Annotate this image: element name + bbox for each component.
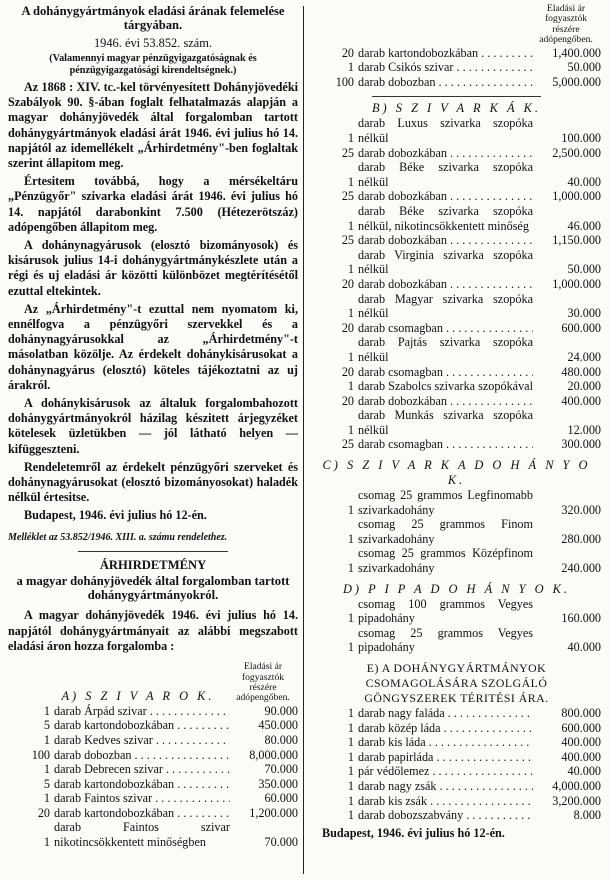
row-quantity: 1 <box>43 762 50 777</box>
row-price: 50.000 <box>567 60 601 75</box>
left-column <box>8 4 298 850</box>
row-price: 24.000 <box>567 349 601 364</box>
row-description: darab kartondobozkában . . . <box>54 806 230 821</box>
row-quantity: 1 <box>347 720 354 735</box>
row-price: 100.000 <box>561 131 601 145</box>
row-quantity: 20 <box>341 45 354 60</box>
row-price: 350.000 <box>258 776 298 791</box>
row-quantity: 1 <box>347 531 354 546</box>
row-quantity: 5 <box>43 718 50 733</box>
decree-addressee: (Valamennyi magyar pénzügyigazgatóságnak és pénzügyigazgatósági kirendeltségnek.) <box>49 53 257 76</box>
row-description: csomag 100 grammos Vegyes pipadohány <box>358 596 533 626</box>
row-quantity: 1 <box>347 349 354 364</box>
section-d-title: D) P I P A D O H Á N Y O K. <box>342 581 571 596</box>
row-quantity: 1 <box>347 422 354 437</box>
row-price: 4,000.000 <box>552 778 601 793</box>
price-row <box>312 721 601 736</box>
notice-text: A magyar dohányjövedék 1946. évi julius hó 14. napjától dohánygyártmányait az alábbi megszabott eladási áron hozza forgalomba : <box>8 608 298 653</box>
paragraph-2: Értesitem továbbá, hogy a mérsékeltáru „Pénzügyőr" szivarka eladási árát 1946. évi julius hó 14. napjától darabonkint 7.500 (Hétezerötszáz) adópengőben állapitom meg. <box>8 174 298 234</box>
row-price: 60.000 <box>264 791 298 806</box>
row-price: 5,000.000 <box>552 74 601 89</box>
row-price: 70.000 <box>264 835 298 850</box>
section-a-table <box>8 704 298 850</box>
price-row <box>312 160 601 189</box>
row-quantity: 1 <box>43 791 50 806</box>
row-price: 2,500.000 <box>552 145 601 160</box>
price-row <box>8 791 298 806</box>
paragraph-4: Az „Árhirdetmény"-t ezuttal nem nyomatom ki, ennélfogva a pénzügyőri szervekkel és a dohánynagyárusokkal az „Árhirdetmény"-t másolatban közölje. Az érdekelt dohánykisárusokat a dohánynagyárus (elosztó) köteles tájékoztatni az uj árakról. <box>8 301 298 392</box>
row-price: 160.000 <box>561 611 601 626</box>
right-column <box>312 4 601 841</box>
row-quantity: 1 <box>43 703 50 718</box>
price-row <box>312 794 601 809</box>
section-b-table <box>312 116 601 452</box>
price-row <box>312 365 601 380</box>
price-row <box>8 748 298 763</box>
row-description: darab dobozszabvány . . . <box>358 808 533 823</box>
row-quantity: 1 <box>347 60 354 75</box>
decree-number: 1946. évi 53.852. szám. <box>93 36 213 50</box>
row-price: 46.000 <box>567 218 601 233</box>
top-table <box>312 46 601 90</box>
price-row <box>312 764 601 779</box>
row-price: 90.000 <box>264 703 298 718</box>
row-quantity: 25 <box>341 437 354 452</box>
price-row <box>312 626 601 655</box>
row-quantity: 1 <box>347 764 354 779</box>
row-description: darab Munkás szivarka szopóka nélkül <box>358 408 533 437</box>
row-price: 1,000.000 <box>552 189 601 204</box>
row-price: 400.000 <box>561 735 601 750</box>
row-description: darab kartondobozkában . . . <box>358 46 533 61</box>
price-row <box>312 233 601 248</box>
price-row <box>8 733 298 748</box>
price-row <box>8 762 298 777</box>
annex-divider <box>78 551 228 552</box>
notice-title: ÁRHIRDETMÉNY <box>99 558 207 573</box>
section-e-table <box>312 706 601 823</box>
price-row <box>312 116 601 145</box>
price-row <box>312 204 601 233</box>
row-description: darab dobozkában . . . <box>358 146 533 161</box>
row-price: 12.000 <box>567 422 601 437</box>
price-row <box>312 706 601 721</box>
row-quantity: 100 <box>31 747 50 762</box>
decree-date: Budapest, 1946. évi julius hó 12-én. <box>24 508 207 523</box>
row-description: csomag 25 grammos Vegyes pipadohány <box>358 625 533 655</box>
row-price: 400.000 <box>561 393 601 408</box>
row-quantity: 1 <box>347 131 354 145</box>
price-row <box>8 806 298 821</box>
row-quantity: 100 <box>335 74 354 89</box>
price-row <box>312 335 601 364</box>
row-description: darab Béke szivarka szopóka nélkül <box>358 160 533 189</box>
row-quantity: 1 <box>347 174 354 189</box>
row-description: darab kis zsák . . . <box>358 794 533 809</box>
row-description: darab dobozkában . . . <box>358 233 533 248</box>
decree-title: A dohánygyártmányok eladási árának felemelése tárgyában. <box>21 4 285 32</box>
row-description: csomag 25 grammos Finom szivarkadohány <box>358 517 533 546</box>
row-quantity: 1 <box>347 218 354 233</box>
column-divider <box>303 6 304 874</box>
row-price: 40.000 <box>567 174 601 189</box>
row-quantity: 1 <box>347 262 354 277</box>
price-row <box>312 379 601 394</box>
row-price: 300.000 <box>561 437 601 452</box>
row-price: 3,200.000 <box>552 793 601 808</box>
row-description: darab Béke szivarka szopóka nélkül, nikotincsökkentett minőség <box>358 203 533 233</box>
row-price: 30.000 <box>567 306 601 321</box>
row-price: 450.000 <box>258 718 298 733</box>
paragraph-3: A dohánynagyárusok (elosztó bizományosok) és kisárusok julius 14-i dohánygyártmánykészlete után a régi és uj eladási ár közötti különbözet megtérítésétől ezuttal eltekintek. <box>8 238 298 298</box>
row-description: darab kis láda . . . <box>358 735 533 750</box>
row-quantity: 1 <box>347 749 354 764</box>
row-price: 70.000 <box>264 762 298 777</box>
row-price: 600.000 <box>561 720 601 735</box>
row-price: 280.000 <box>561 531 601 546</box>
price-row <box>312 277 601 292</box>
row-quantity: 1 <box>347 793 354 808</box>
price-row <box>312 321 601 336</box>
row-quantity: 1 <box>347 379 354 394</box>
row-quantity: 1 <box>347 706 354 720</box>
row-quantity: 1 <box>347 502 354 517</box>
row-quantity: 25 <box>341 189 354 204</box>
row-quantity: 1 <box>347 640 354 655</box>
row-price: 240.000 <box>561 561 601 576</box>
section-b-title: B) S Z I V A R K Á K. <box>371 101 541 116</box>
price-row <box>312 546 601 575</box>
row-quantity: 25 <box>341 145 354 160</box>
row-quantity: 1 <box>347 561 354 576</box>
row-description: csomag 25 grammos Legfinomabb szivarkadohány <box>358 488 533 517</box>
row-description: darab Kedves szivar . . . <box>54 733 230 748</box>
row-description: pár védőlemez . . . <box>358 764 533 779</box>
row-description: darab Csikós szivar . . . <box>358 60 533 75</box>
row-price: 8.000 <box>573 808 601 823</box>
section-a-header <box>8 662 298 704</box>
row-description: darab dobozkában . . . <box>358 277 533 292</box>
row-description: darab Debrecen szivar . . . <box>54 762 230 777</box>
price-row <box>312 517 601 546</box>
row-price: 600.000 <box>561 320 601 335</box>
row-quantity: 1 <box>347 735 354 750</box>
row-price: 80.000 <box>264 732 298 747</box>
price-column-header: Eladási ár fogyasztók részére adópengőben. <box>236 661 290 704</box>
row-description: darab dobozban . . . <box>358 75 533 90</box>
row-quantity: 20 <box>341 276 354 291</box>
section-c-table <box>312 488 601 576</box>
price-row <box>312 488 601 517</box>
row-quantity: 1 <box>347 778 354 793</box>
row-price: 800.000 <box>561 706 601 720</box>
row-quantity: 20 <box>341 320 354 335</box>
row-description: darab nagy zsák . . . <box>358 779 533 794</box>
row-quantity: 20 <box>341 364 354 379</box>
row-description: darab papirláda . . . <box>358 750 533 765</box>
row-description: darab Virginia szivarka szopóka nélkül <box>358 247 533 277</box>
price-row <box>8 777 298 792</box>
price-row <box>8 704 298 719</box>
price-column-header-right: Eladási ár fogyasztók részére adópengőben. <box>539 3 593 46</box>
row-description: darab kartondobozkában . . . <box>54 718 230 733</box>
row-description: darab Magyar szivarka szopóka nélkül <box>358 291 533 321</box>
row-quantity: 20 <box>341 393 354 408</box>
row-quantity: 1 <box>347 611 354 626</box>
row-description: darab Pajtás szivarka szopóka nélkül <box>358 335 533 364</box>
row-description: darab kartondobozkában . . . <box>54 777 230 792</box>
row-price: 40.000 <box>567 640 601 655</box>
row-description: darab Faintos szivar nikotincsökkentett minőségben <box>54 820 230 850</box>
row-description: darab csomagban . . . <box>358 365 533 380</box>
price-row <box>312 46 601 61</box>
row-price: 1,000.000 <box>552 276 601 291</box>
section-d-table <box>312 597 601 655</box>
section-a-title: A) S Z I V A R O K. <box>61 688 215 703</box>
row-quantity: 1 <box>347 808 354 823</box>
price-row <box>312 60 601 75</box>
price-row <box>312 394 601 409</box>
row-quantity: 20 <box>37 805 50 820</box>
row-price: 1,400.000 <box>552 45 601 60</box>
paragraph-1: Az 1868 : XIV. tc.-kel törvényesített Dohányjövedéki Szabályok 90. §-ában foglalt felhatalmazás alapján a magyar dohányjövedék által forgalomban tartott dohánygyártmányok eladási árát 1946. évi julius hó 14. napjától az idemellékelt „Árhirdetmény"-ben foglaltak szerint állapitom meg. <box>8 80 298 171</box>
row-quantity: 25 <box>341 233 354 248</box>
row-description: darab közép láda . . . <box>358 721 533 736</box>
row-price: 8,000.000 <box>249 747 298 762</box>
row-description: darab nagy faláda . . . <box>358 706 533 721</box>
section-c-title: C) S Z I V A R K A D O H Á N Y O K. <box>322 458 591 488</box>
row-description: darab dobozkában . . . <box>358 394 533 409</box>
row-description: darab csomagban . . . <box>358 321 533 336</box>
row-quantity: 1 <box>347 306 354 321</box>
price-row <box>312 248 601 277</box>
price-row <box>312 597 601 626</box>
row-quantity: 1 <box>43 835 50 850</box>
price-row <box>8 820 298 849</box>
paragraph-6: Rendeletemről az érdekelt pénzügyőri szerveket és dohánynagyárusokat (elosztó bizományosokat) haladék nélkül értesitse. <box>8 459 298 505</box>
row-price: 1,150.000 <box>552 233 601 248</box>
section-e-title: E) A DOHÁNYGYÁRTMÁNYOK CSOMAGOLÁSÁRA SZOLGÁLÓ GÖNGYSZEREK TÉRITÉSI ÁRA. <box>364 661 549 705</box>
row-price: 320.000 <box>561 502 601 517</box>
paragraph-5: A dohánykisárusok az általuk forgalombahozott dohánygyártmányokról házilag készitett árjegyzéket kötelesek üzletükben — jól látható helyen — kifüggeszteni. <box>8 396 298 456</box>
price-row <box>312 75 601 90</box>
row-description: darab dobozkában . . . <box>358 189 533 204</box>
closing-date: Budapest, 1946. évi julius hó 12-én. <box>322 825 505 840</box>
row-description: darab Szabolcs szivarka szopókával <box>358 379 533 394</box>
row-description: darab dobozban . . . <box>54 748 230 763</box>
notice-subtitle: a magyar dohányjövedék által forgalomban tartott dohánygyártmányokról. <box>16 574 290 603</box>
row-description: darab csomagban . . . <box>358 437 533 452</box>
price-row <box>312 437 601 452</box>
price-row <box>312 408 601 437</box>
price-row <box>312 779 601 794</box>
price-row <box>8 718 298 733</box>
row-price: 20.000 <box>567 379 601 394</box>
price-row <box>312 735 601 750</box>
price-row <box>312 292 601 321</box>
row-price: 480.000 <box>561 364 601 379</box>
annex-line: Melléklet az 53.852/1946. XIII. a. számu rendelethez. <box>8 532 228 544</box>
price-row <box>312 808 601 823</box>
row-description: darab Faintos szivar . . . <box>54 791 230 806</box>
row-price: 40.000 <box>567 764 601 779</box>
price-row <box>312 146 601 161</box>
section-divider <box>372 96 541 97</box>
row-price: 50.000 <box>567 262 601 277</box>
price-row <box>312 750 601 765</box>
row-quantity: 1 <box>43 732 50 747</box>
row-price: 1,200.000 <box>249 805 298 820</box>
row-quantity: 5 <box>43 776 50 791</box>
row-description: darab Árpád szivar . . . <box>54 704 230 719</box>
row-description: csomag 25 grammos Középfinom szivarkadohány <box>358 546 533 576</box>
row-description: darab Luxus szivarka szopóka nélkül <box>358 116 533 145</box>
price-row <box>312 189 601 204</box>
row-price: 400.000 <box>561 749 601 764</box>
